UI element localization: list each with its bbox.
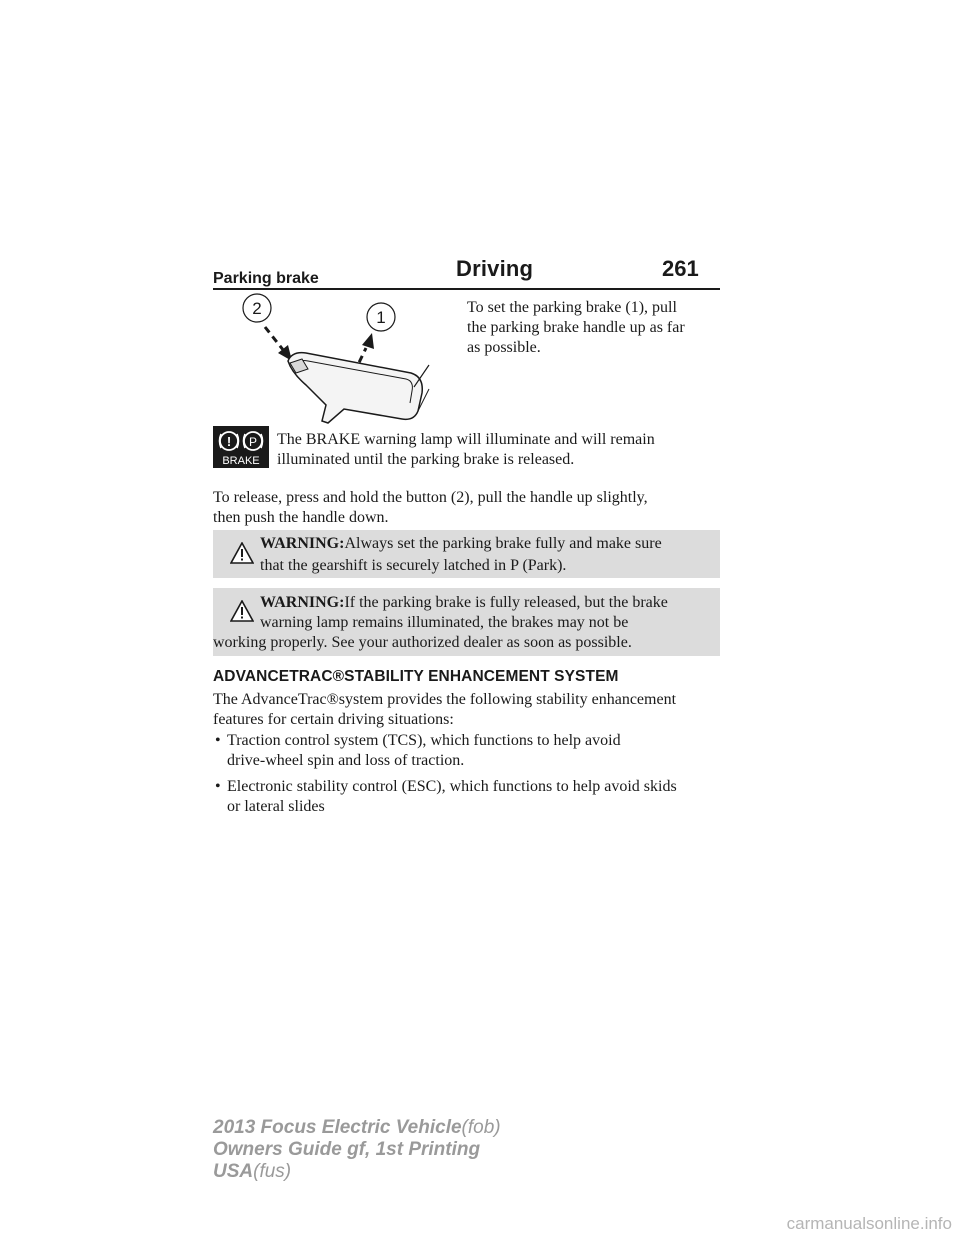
- warning-triangle-icon: [230, 542, 254, 564]
- brake-warning-lamp-icon: [213, 426, 269, 468]
- callout-1: 1: [376, 308, 386, 327]
- advancetrac-heading: ADVANCETRAC®STABILITY ENHANCEMENT SYSTEM: [213, 668, 619, 685]
- footer-line-2: Owners Guide gf, 1st Printing: [213, 1139, 481, 1160]
- page-number: 261: [662, 256, 699, 281]
- warning-triangle-icon: [230, 600, 254, 622]
- watermark: carmanualsonline.info: [786, 1214, 952, 1233]
- list-item: • Electronic stability control (ESC), which functions to help avoid skids or lateral slides: [215, 778, 677, 815]
- lamp-description: The BRAKE warning lamp will illuminate and will remain illuminated until the parking brake is released.: [277, 431, 655, 468]
- parking-brake-diagram: [226, 293, 444, 445]
- warning-box-1: WARNING:Always set the parking brake fully and make sure that the gearshift is securely latched in P (Park).: [213, 530, 720, 578]
- parking-brake-heading: Parking brake: [213, 270, 319, 287]
- footer-line-1: 2013 Focus Electric Vehicle(fob): [213, 1117, 501, 1138]
- section-title: Driving: [456, 256, 534, 281]
- warning-label: WARNING:: [260, 594, 345, 611]
- release-instructions: To release, press and hold the button (2), pull the handle up slightly, then push the handle down.: [213, 489, 648, 526]
- set-instructions: To set the parking brake (1), pull the parking brake handle up as far as possible.: [467, 299, 685, 356]
- svg-text:P: P: [248, 435, 258, 449]
- advancetrac-intro: The AdvanceTrac®system provides the following stability enhancement features for certain driving situations:: [213, 691, 677, 728]
- warning-label: WARNING:: [260, 535, 345, 552]
- feature-list: [213, 731, 720, 821]
- warning-box-2: WARNING:If the parking brake is fully released, but the brake warning lamp remains illuminated, the brakes may not be working properly. See your authorized dealer as soon as possible.: [213, 588, 720, 656]
- svg-text:!: !: [226, 434, 232, 449]
- header-rule: [213, 288, 720, 290]
- list-item: • Traction control system (TCS), which functions to help avoid drive-wheel spin and loss of traction.: [215, 732, 621, 769]
- footer-line-3: USA(fus): [213, 1161, 292, 1182]
- callout-2: 2: [252, 299, 262, 318]
- lamp-label: BRAKE: [222, 455, 260, 467]
